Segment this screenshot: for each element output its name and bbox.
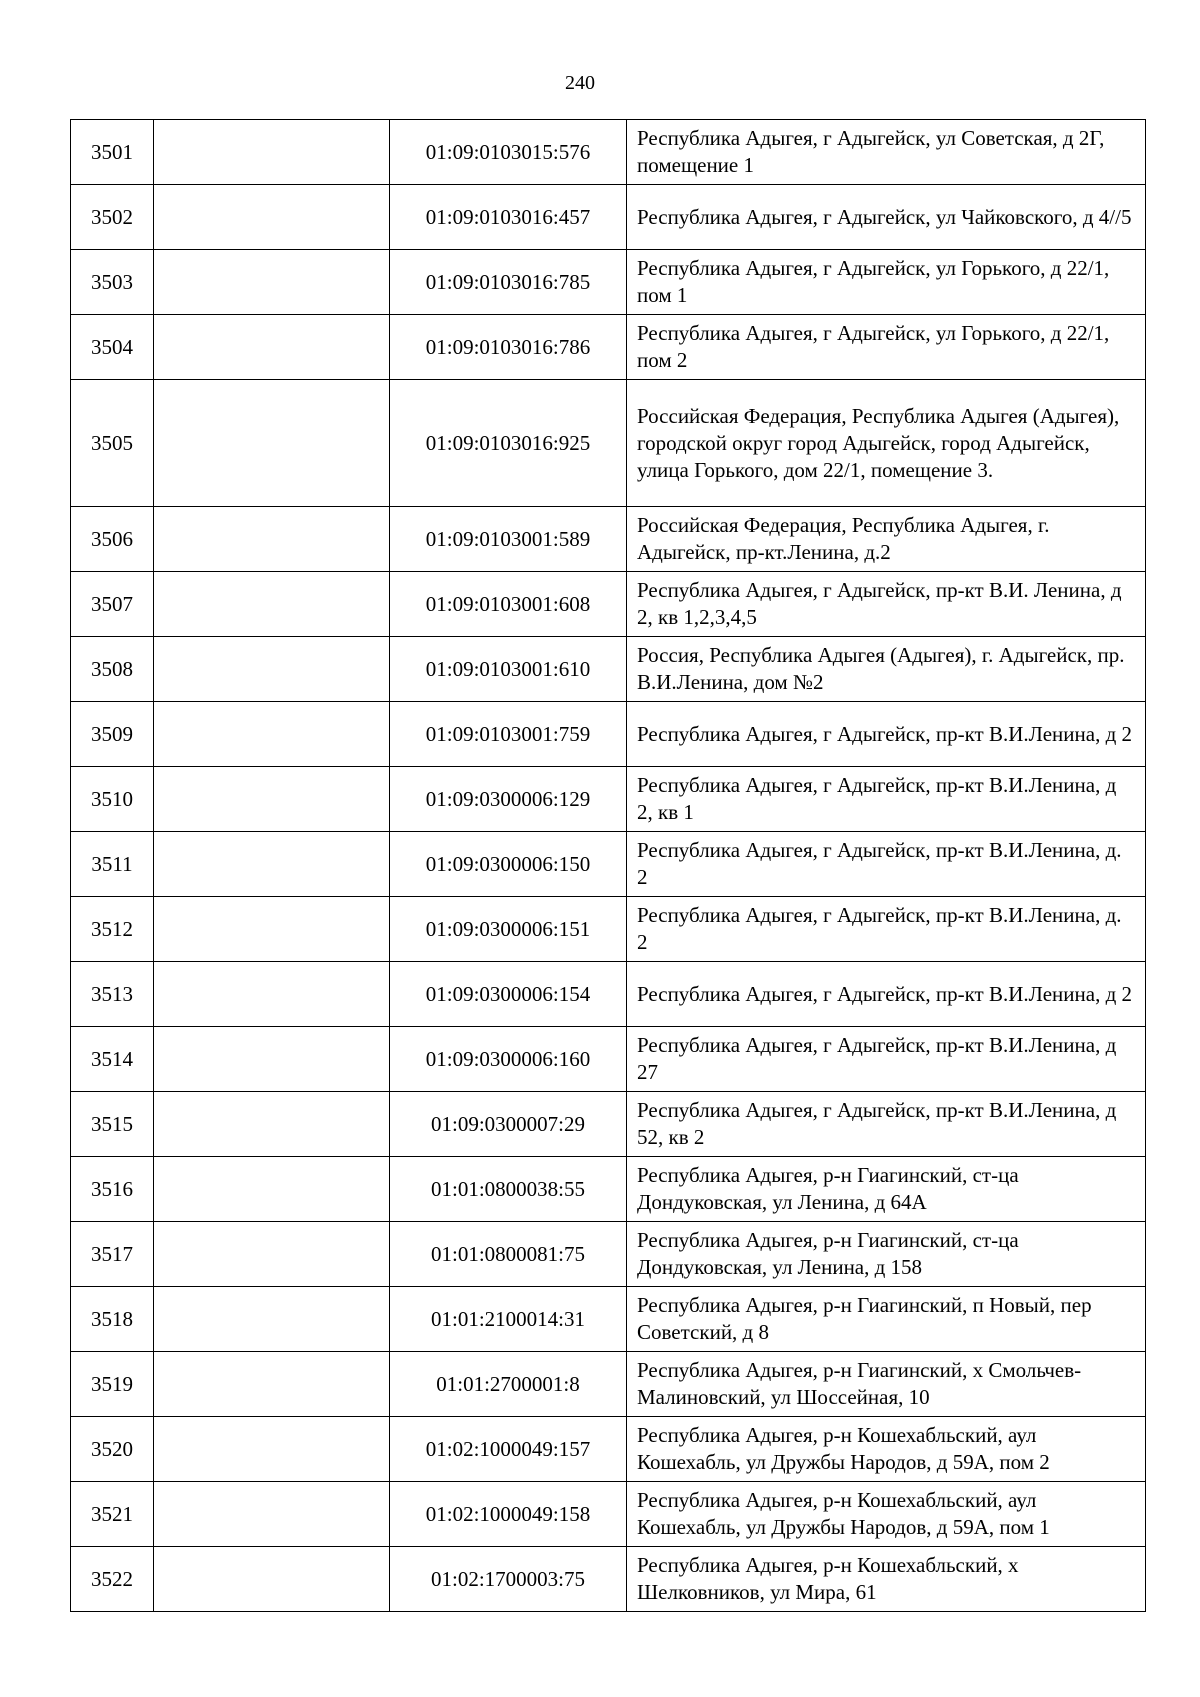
page-number: 240 [565,72,595,94]
empty-cell [154,380,390,507]
address: Российская Федерация, Республика Адыгея (Адыгея), городской округ город Адыгейск, город Адыгейск, улица Горького, дом 22/1, помещение 3. [627,380,1146,507]
cadastral-number: 01:02:1000049:157 [390,1417,627,1482]
cadastral-number: 01:02:1000049:158 [390,1482,627,1547]
address: Республика Адыгея, г Адыгейск, ул Советская, д 2Г, помещение 1 [627,120,1146,185]
empty-cell [154,1417,390,1482]
empty-cell [154,185,390,250]
address: Республика Адыгея, г Адыгейск, пр-кт В.И.Ленина, д 2, кв 1 [627,767,1146,832]
cadastral-number: 01:09:0300006:160 [390,1027,627,1092]
empty-cell [154,1287,390,1352]
cadastral-number: 01:09:0103001:589 [390,507,627,572]
row-number: 3506 [71,507,154,572]
table-row [71,897,1146,962]
table-row [71,1157,1146,1222]
cadastral-number: 01:09:0300006:154 [390,962,627,1027]
row-number: 3508 [71,637,154,702]
empty-cell [154,1092,390,1157]
table-row [71,185,1146,250]
empty-cell [154,250,390,315]
cadastral-number: 01:09:0103001:759 [390,702,627,767]
cadastral-number: 01:01:0800038:55 [390,1157,627,1222]
row-number: 3509 [71,702,154,767]
table-row [71,1482,1146,1547]
table-row [71,572,1146,637]
row-number: 3507 [71,572,154,637]
table-row [71,1027,1146,1092]
table-row [71,1222,1146,1287]
table-row [71,120,1146,185]
address: Республика Адыгея, г Адыгейск, ул Горького, д 22/1, пом 2 [627,315,1146,380]
table-row [71,315,1146,380]
table-row [71,832,1146,897]
address: Республика Адыгея, г Адыгейск, пр-кт В.И.Ленина, д 2 [627,702,1146,767]
empty-cell [154,897,390,962]
row-number: 3510 [71,767,154,832]
address: Республика Адыгея, р-н Кошехабльский, х Шелковников, ул Мира, 61 [627,1547,1146,1612]
row-number: 3520 [71,1417,154,1482]
cadastral-number: 01:09:0300006:150 [390,832,627,897]
address: Республика Адыгея, р-н Гиагинский, п Новый, пер Советский, д 8 [627,1287,1146,1352]
cadastral-number: 01:09:0103016:786 [390,315,627,380]
empty-cell [154,1482,390,1547]
row-number: 3501 [71,120,154,185]
row-number: 3515 [71,1092,154,1157]
cadastral-number: 01:09:0103001:608 [390,572,627,637]
empty-cell [154,120,390,185]
row-number: 3505 [71,380,154,507]
cadastral-number: 01:09:0103016:457 [390,185,627,250]
empty-cell [154,507,390,572]
address: Республика Адыгея, г Адыгейск, пр-кт В.И. Ленина, д 2, кв 1,2,3,4,5 [627,572,1146,637]
cadastral-number: 01:09:0300006:129 [390,767,627,832]
address: Республика Адыгея, г Адыгейск, пр-кт В.И.Ленина, д 27 [627,1027,1146,1092]
address: Российская Федерация, Республика Адыгея, г. Адыгейск, пр-кт.Ленина, д.2 [627,507,1146,572]
address: Республика Адыгея, г Адыгейск, ул Чайковского, д 4//5 [627,185,1146,250]
table-row [71,1417,1146,1482]
empty-cell [154,1352,390,1417]
cadastral-number: 01:09:0103016:925 [390,380,627,507]
address: Республика Адыгея, г Адыгейск, пр-кт В.И.Ленина, д. 2 [627,832,1146,897]
row-number: 3502 [71,185,154,250]
table-row [71,637,1146,702]
address: Республика Адыгея, р-н Гиагинский, ст-ца Дондуковская, ул Ленина, д 158 [627,1222,1146,1287]
row-number: 3516 [71,1157,154,1222]
table-row [71,1352,1146,1417]
empty-cell [154,832,390,897]
address: Республика Адыгея, р-н Кошехабльский, аул Кошехабль, ул Дружбы Народов, д 59А, пом 2 [627,1417,1146,1482]
table-row [71,702,1146,767]
empty-cell [154,767,390,832]
property-registry-table [70,119,1146,1612]
address: Республика Адыгея, р-н Гиагинский, ст-ца Дондуковская, ул Ленина, д 64А [627,1157,1146,1222]
empty-cell [154,1157,390,1222]
row-number: 3514 [71,1027,154,1092]
row-number: 3512 [71,897,154,962]
row-number: 3503 [71,250,154,315]
empty-cell [154,637,390,702]
row-number: 3521 [71,1482,154,1547]
row-number: 3517 [71,1222,154,1287]
table-row [71,250,1146,315]
empty-cell [154,1222,390,1287]
cadastral-number: 01:09:0103001:610 [390,637,627,702]
address: Республика Адыгея, р-н Кошехабльский, аул Кошехабль, ул Дружбы Народов, д 59А, пом 1 [627,1482,1146,1547]
address: Республика Адыгея, г Адыгейск, пр-кт В.И.Ленина, д 52, кв 2 [627,1092,1146,1157]
cadastral-number: 01:01:0800081:75 [390,1222,627,1287]
empty-cell [154,572,390,637]
cadastral-number: 01:09:0300006:151 [390,897,627,962]
empty-cell [154,1547,390,1612]
address: Республика Адыгея, г Адыгейск, ул Горького, д 22/1, пом 1 [627,250,1146,315]
address: Республика Адыгея, г Адыгейск, пр-кт В.И.Ленина, д. 2 [627,897,1146,962]
table-row [71,767,1146,832]
empty-cell [154,962,390,1027]
table-row [71,1547,1146,1612]
cadastral-number: 01:09:0103015:576 [390,120,627,185]
row-number: 3511 [71,832,154,897]
row-number: 3522 [71,1547,154,1612]
empty-cell [154,315,390,380]
empty-cell [154,1027,390,1092]
row-number: 3519 [71,1352,154,1417]
address: Россия, Республика Адыгея (Адыгея), г. Адыгейск, пр. В.И.Ленина, дом №2 [627,637,1146,702]
table-row [71,1287,1146,1352]
cadastral-number: 01:09:0300007:29 [390,1092,627,1157]
empty-cell [154,702,390,767]
table-row [71,1092,1146,1157]
address: Республика Адыгея, г Адыгейск, пр-кт В.И.Ленина, д 2 [627,962,1146,1027]
cadastral-number: 01:01:2100014:31 [390,1287,627,1352]
table-row [71,962,1146,1027]
address: Республика Адыгея, р-н Гиагинский, х Смольчев-Малиновский, ул Шоссейная, 10 [627,1352,1146,1417]
row-number: 3504 [71,315,154,380]
cadastral-number: 01:09:0103016:785 [390,250,627,315]
row-number: 3518 [71,1287,154,1352]
table-row [71,380,1146,507]
cadastral-number: 01:01:2700001:8 [390,1352,627,1417]
table-row [71,507,1146,572]
cadastral-number: 01:02:1700003:75 [390,1547,627,1612]
row-number: 3513 [71,962,154,1027]
